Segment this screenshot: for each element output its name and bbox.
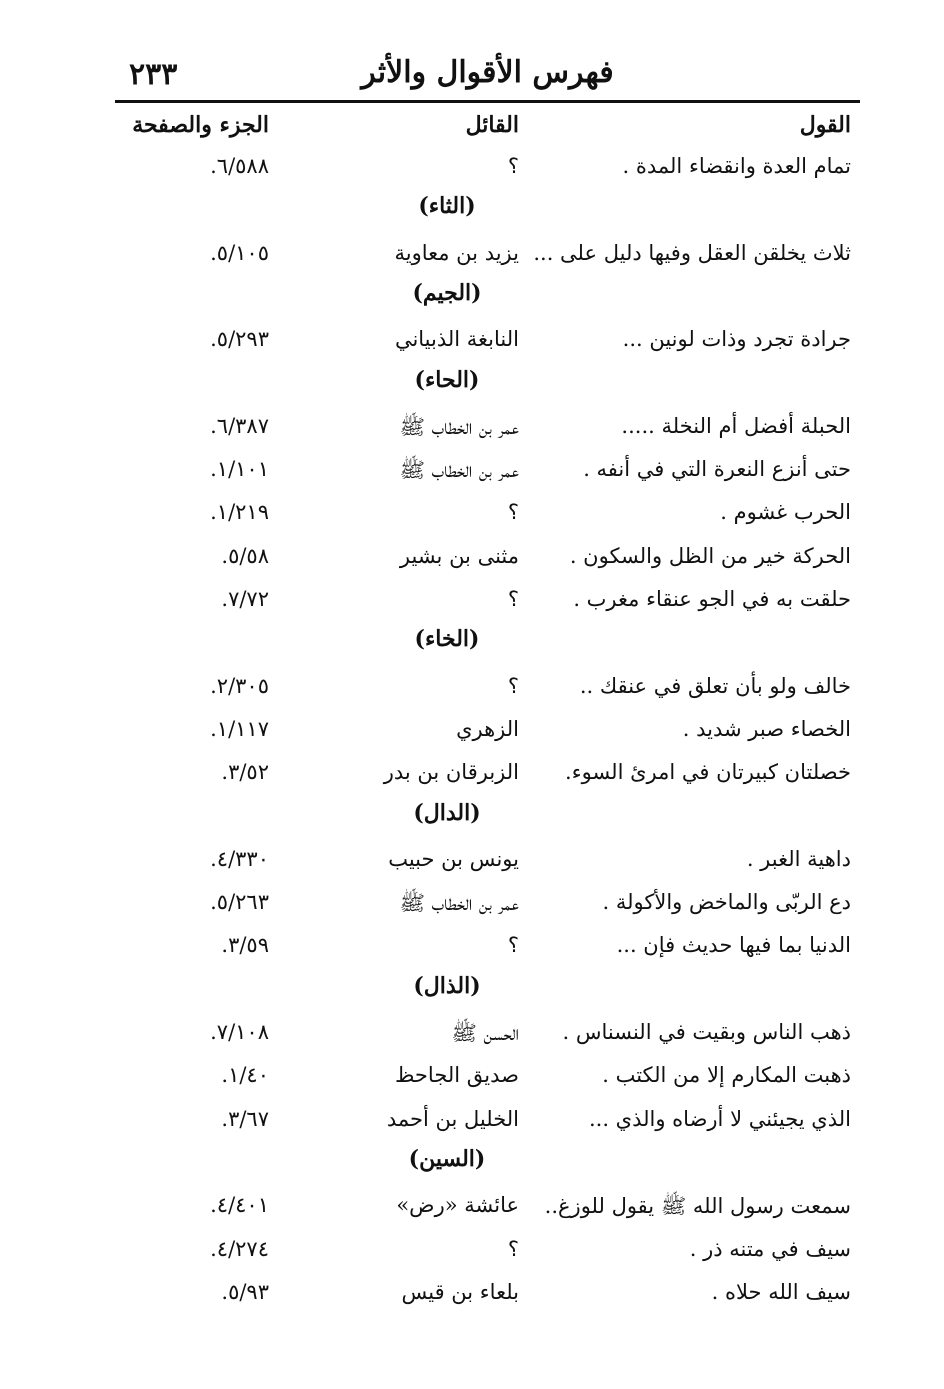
volume-page-ref: ٤/٤٠١.	[210, 1193, 269, 1217]
volume-page-ref: ٥/٢٦٣.	[210, 890, 269, 914]
speaker-name: يونس بن حبيب	[388, 847, 519, 871]
speaker-name: ؟	[507, 1237, 519, 1261]
table-row	[0, 1276, 944, 1316]
volume-page-ref: ٤/٢٧٤.	[210, 1237, 269, 1261]
table-row	[0, 237, 944, 277]
section-heading-label: (الثاء)	[418, 193, 476, 219]
speaker-name: ؟	[507, 933, 519, 957]
volume-page-ref: ٢/٣٠٥.	[210, 674, 269, 698]
column-header-reference: الجزء والصفحة	[132, 112, 269, 138]
volume-page-ref: ٥/٥٨.	[221, 544, 269, 568]
volume-page-ref: ٣/٦٧.	[221, 1107, 269, 1131]
section-heading-label: (الدال)	[413, 800, 481, 826]
table-row	[0, 929, 944, 969]
quote-text: سمعت رسول الله ﷺ يقول للوزغ..	[544, 1194, 851, 1218]
section-heading-label: (الذال)	[413, 973, 481, 999]
table-row	[0, 1189, 944, 1229]
quote-text: الحرب غشوم .	[720, 500, 851, 524]
table-row	[0, 886, 944, 926]
column-header-quote: القول	[799, 112, 851, 138]
volume-page-ref: ٧/١٠٨.	[210, 1020, 269, 1044]
page-number: ٢٣٣	[129, 57, 178, 92]
volume-page-ref: ١/٤٠.	[221, 1063, 269, 1087]
speaker-name: صديق الجاحظ	[395, 1063, 519, 1087]
section-heading	[0, 193, 944, 233]
section-heading-label: (الحاء)	[414, 367, 480, 393]
speaker-name: ؟	[507, 674, 519, 698]
volume-page-ref: ٤/٣٣٠.	[210, 847, 269, 871]
table-row	[0, 323, 944, 363]
header-rule	[115, 100, 860, 103]
quote-text: الخصاء صبر شديد .	[682, 717, 851, 741]
speaker-name: مثنى بن بشير	[399, 544, 519, 568]
volume-page-ref: ٦/٥٨٨.	[210, 154, 269, 178]
speaker-name: ؟	[507, 587, 519, 611]
volume-page-ref: ٦/٣٨٧.	[210, 414, 269, 438]
quote-text: الدنيا بما فيها حديث فإن ...	[616, 933, 851, 957]
section-heading	[0, 280, 944, 320]
quote-text: ذهب الناس وبقيت في النسناس .	[562, 1020, 851, 1044]
volume-page-ref: ٣/٥٢.	[221, 760, 269, 784]
page-header	[115, 55, 860, 99]
table-row	[0, 1016, 944, 1056]
section-heading	[0, 1146, 944, 1186]
table-row	[0, 496, 944, 536]
volume-page-ref: ٣/٥٩.	[221, 933, 269, 957]
volume-page-ref: ٧/٧٢.	[221, 587, 269, 611]
speaker-name: عمر بن الخطاب ﷺ	[399, 415, 519, 439]
table-row	[0, 713, 944, 753]
speaker-name: عمر بن الخطاب ﷺ	[399, 458, 519, 482]
volume-page-ref: ٥/٢٩٣.	[210, 327, 269, 351]
speaker-name: عمر بن الخطاب ﷺ	[399, 891, 519, 915]
volume-page-ref: ١/٢١٩.	[210, 500, 269, 524]
section-heading	[0, 973, 944, 1013]
speaker-name: النابغة الذبياني	[394, 327, 519, 351]
quote-text: ثلاث يخلقن العقل وفيها دليل على ...	[533, 241, 851, 265]
table-row	[0, 670, 944, 710]
quote-text: دع الربّى والماخض والأكولة .	[602, 890, 851, 914]
page-title: فهرس الأقوال والأثر	[361, 55, 614, 90]
quote-text: ذهبت المكارم إلا من الكتب .	[602, 1063, 851, 1087]
volume-page-ref: ٥/١٠٥.	[210, 241, 269, 265]
table-row	[0, 843, 944, 883]
volume-page-ref: ٥/٩٣.	[221, 1280, 269, 1304]
quote-text: جرادة تجرد وذات لونين ...	[622, 327, 851, 351]
speaker-name: عائشة «رض»	[396, 1193, 519, 1217]
table-row	[0, 1103, 944, 1143]
quote-text: سيف الله حلاه .	[711, 1280, 851, 1304]
table-row	[0, 410, 944, 450]
column-header-speaker: القائل	[465, 112, 519, 138]
speaker-name: بلعاء بن قيس	[401, 1280, 519, 1304]
section-heading	[0, 626, 944, 666]
table-row	[0, 583, 944, 623]
quote-text: حلقت به في الجو عنقاء مغرب .	[573, 587, 851, 611]
section-heading	[0, 367, 944, 407]
volume-page-ref: ١/١٠١.	[210, 457, 269, 481]
quote-text: الذي يجيئني لا أرضاه والذي ...	[588, 1107, 851, 1131]
quote-text: الحركة خير من الظل والسكون .	[569, 544, 851, 568]
table-row	[0, 540, 944, 580]
speaker-name: ؟	[507, 154, 519, 178]
section-heading	[0, 800, 944, 840]
table-row	[0, 1059, 944, 1099]
speaker-name: الحسن ﷺ	[451, 1021, 519, 1045]
quote-text: داهية الغبر .	[746, 847, 851, 871]
section-heading-label: (الجيم)	[412, 280, 482, 306]
quote-text: خصلتان كبيرتان في امرئ السوء.	[565, 760, 851, 784]
volume-page-ref: ١/١١٧.	[210, 717, 269, 741]
quote-text: تمام العدة وانقضاء المدة .	[622, 154, 851, 178]
table-row	[0, 453, 944, 493]
table-row	[0, 756, 944, 796]
speaker-name: الزبرقان بن بدر	[383, 760, 519, 784]
table-row	[0, 150, 944, 190]
quote-text: حتى أنزع النعرة التي في أنفه .	[583, 457, 851, 481]
quote-text: الحبلة أفضل أم النخلة .....	[621, 414, 851, 438]
section-heading-label: (السين)	[408, 1146, 486, 1172]
section-heading-label: (الخاء)	[414, 626, 480, 652]
table-row	[0, 1233, 944, 1273]
speaker-name: الزهري	[456, 717, 519, 741]
speaker-name: ؟	[507, 500, 519, 524]
speaker-name: يزيد بن معاوية	[394, 241, 519, 265]
speaker-name: الخليل بن أحمد	[386, 1107, 519, 1131]
quote-text: خالف ولو بأن تعلق في عنقك ..	[579, 674, 851, 698]
quote-text: سيف في متنه ذر .	[689, 1237, 851, 1261]
